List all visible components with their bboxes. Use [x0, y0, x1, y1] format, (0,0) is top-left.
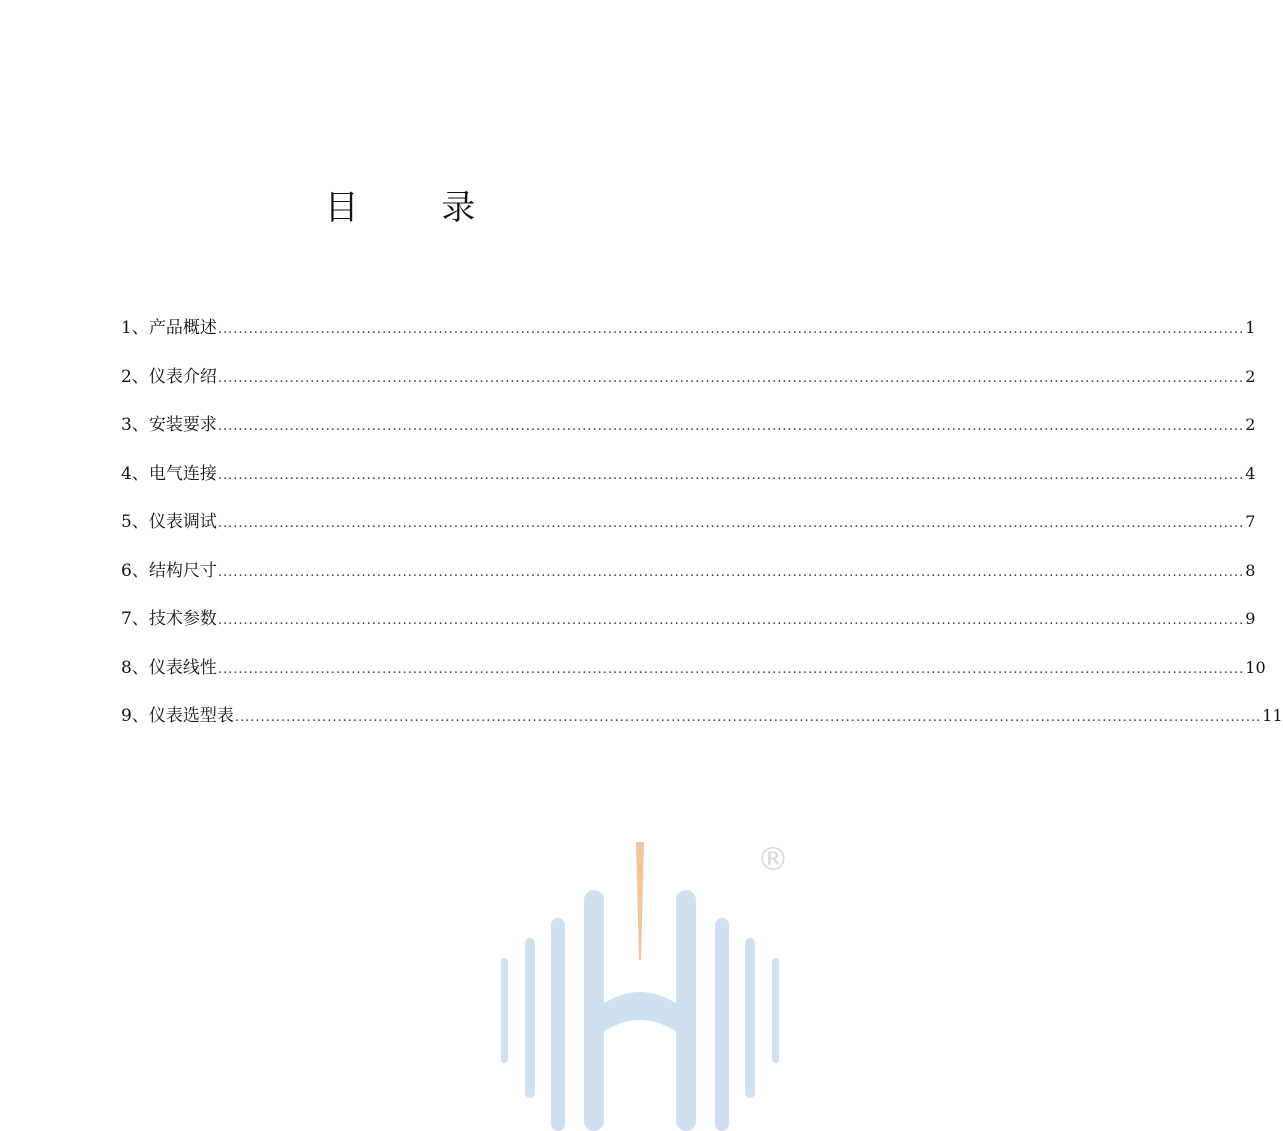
toc-entry[interactable]: [121, 653, 1266, 702]
toc-entry-text: [121, 701, 234, 726]
toc-entry[interactable]: [121, 459, 1256, 508]
toc-entry-label: 电气连接: [148, 463, 217, 484]
toc-entry-text: [121, 604, 217, 629]
toc-entry-text: [121, 507, 217, 532]
toc-entry-page: 9: [1245, 609, 1256, 628]
toc-entry-number: 1、: [121, 318, 149, 338]
toc-entry-page: 2: [1245, 366, 1256, 386]
logo-bar: [501, 958, 508, 1063]
toc-entry-label: 仪表线性: [148, 657, 217, 678]
toc-entry-label: 仪表介绍: [148, 366, 217, 387]
toc-entry-label: 结构尺寸: [148, 560, 217, 581]
toc-entry-page: 1: [1245, 318, 1256, 337]
toc-leader-dots: ........................................................................................................................................................................................................: [217, 419, 1245, 434]
toc-entry-label: 仪表选型表: [148, 706, 234, 726]
logo-bar: [745, 938, 755, 1098]
logo-bar: [772, 958, 779, 1063]
toc-entry-text: [121, 459, 217, 484]
toc-leader-dots: ........................................................................................................................................................................................................: [217, 564, 1245, 580]
table-of-contents: [121, 313, 1283, 750]
logo-bar: [715, 918, 729, 1131]
toc-entry-number: 2、: [121, 366, 149, 387]
toc-entry-number: 6、: [121, 560, 149, 581]
toc-entry[interactable]: [121, 313, 1256, 362]
toc-leader-dots: ........................................................................................................................................................................................................: [217, 322, 1245, 337]
toc-entry-label: 仪表调试: [148, 512, 217, 532]
toc-entry[interactable]: [121, 604, 1256, 653]
page-title: 目 录: [324, 188, 512, 228]
toc-leader-dots: ........................................................................................................................................................................................................: [217, 661, 1245, 677]
logo-accent-stroke: [636, 842, 644, 960]
toc-entry-text: [121, 410, 217, 435]
toc-leader-dots: ........................................................................................................................................................................................................: [217, 516, 1245, 531]
toc-entry-number: 4、: [121, 463, 149, 484]
toc-entry-page: 11: [1262, 706, 1283, 725]
toc-leader-dots: ........................................................................................................................................................................................................: [217, 370, 1245, 386]
toc-entry-text: [121, 556, 217, 581]
toc-entry[interactable]: [121, 410, 1256, 459]
toc-entry[interactable]: [121, 701, 1283, 750]
toc-entry-page: 8: [1245, 560, 1256, 580]
registered-mark: ®: [757, 840, 789, 878]
logo-bar: [551, 918, 565, 1131]
logo-bar: [525, 938, 535, 1098]
toc-entry-text: [121, 362, 217, 387]
toc-entry-label: 安装要求: [148, 415, 217, 435]
toc-entry-text: [121, 313, 217, 338]
toc-entry-number: 3、: [121, 415, 149, 435]
toc-entry[interactable]: [121, 507, 1256, 556]
toc-entry-number: 7、: [121, 609, 149, 629]
toc-leader-dots: ........................................................................................................................................................................................................: [217, 613, 1245, 628]
logo-bars: [501, 842, 779, 1131]
toc-entry-text: [121, 653, 217, 678]
toc-entry[interactable]: [121, 362, 1256, 411]
toc-entry-label: 产品概述: [148, 318, 217, 338]
h-bars-logo-icon: [495, 838, 800, 1131]
toc-entry-page: 4: [1245, 463, 1256, 483]
toc-entry-number: 9、: [121, 706, 149, 726]
toc-leader-dots: ........................................................................................................................................................................................................: [217, 467, 1245, 483]
toc-leader-dots: ........................................................................................................................................................................................................: [234, 710, 1262, 725]
toc-entry-number: 5、: [121, 512, 149, 532]
toc-entry-label: 技术参数: [148, 609, 217, 629]
toc-entry-page: 2: [1245, 415, 1256, 434]
toc-entry-page: 7: [1245, 512, 1256, 531]
toc-entry-page: 10: [1245, 657, 1266, 677]
logo-h-crossbar: [600, 992, 680, 1034]
toc-entry[interactable]: [121, 556, 1256, 605]
toc-entry-number: 8、: [121, 657, 149, 678]
